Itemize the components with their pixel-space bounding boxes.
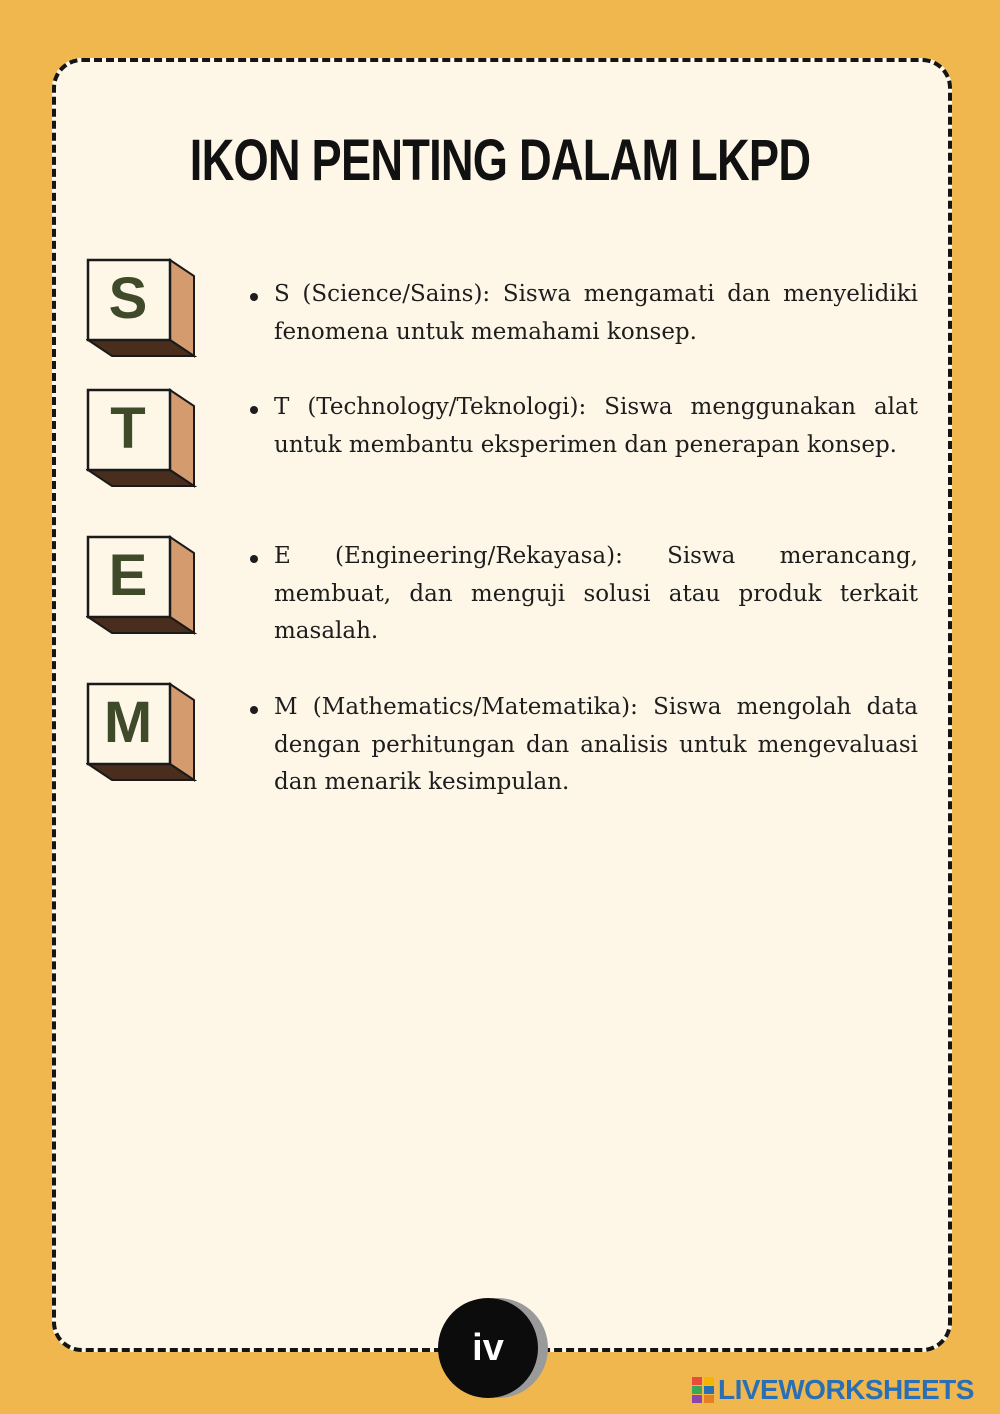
- liveworksheets-watermark: [692, 1370, 974, 1410]
- letter-block-t: [86, 388, 198, 488]
- letter-block-s: [86, 258, 198, 358]
- block-letter: S: [108, 265, 148, 331]
- item-text: E (Engineering/Rekayasa): Siswa merancang, membuat, dan menguji solusi atau produk terkait masalah.: [274, 543, 918, 644]
- letter-block-m: [86, 682, 198, 782]
- block-letter: T: [110, 395, 146, 461]
- liveworksheets-logo-icon: [692, 1377, 714, 1403]
- block-letter: E: [108, 542, 148, 608]
- block-letter: M: [103, 689, 153, 755]
- watermark-text: LIVEWORKSHEETS: [718, 1374, 974, 1405]
- bullet-icon: [250, 406, 258, 414]
- bullet-icon: [250, 706, 258, 714]
- item-text: S (Science/Sains): Siswa mengamati dan menyelidiki fenomena untuk memahami konsep.: [274, 281, 918, 345]
- item-text: M (Mathematics/Matematika): Siswa mengolah data dengan perhitungan dan analisis untuk mengevaluasi dan menarik kesimpulan.: [274, 694, 918, 795]
- item-text: T (Technology/Teknologi): Siswa menggunakan alat untuk membantu eksperimen dan penerapan konsep.: [274, 394, 918, 458]
- page-title: IKON PENTING DALAM LKPD: [189, 128, 811, 193]
- bullet-icon: [250, 555, 258, 563]
- page-number: iv: [438, 1298, 538, 1398]
- letter-block-e: [86, 535, 198, 635]
- bullet-icon: [250, 293, 258, 301]
